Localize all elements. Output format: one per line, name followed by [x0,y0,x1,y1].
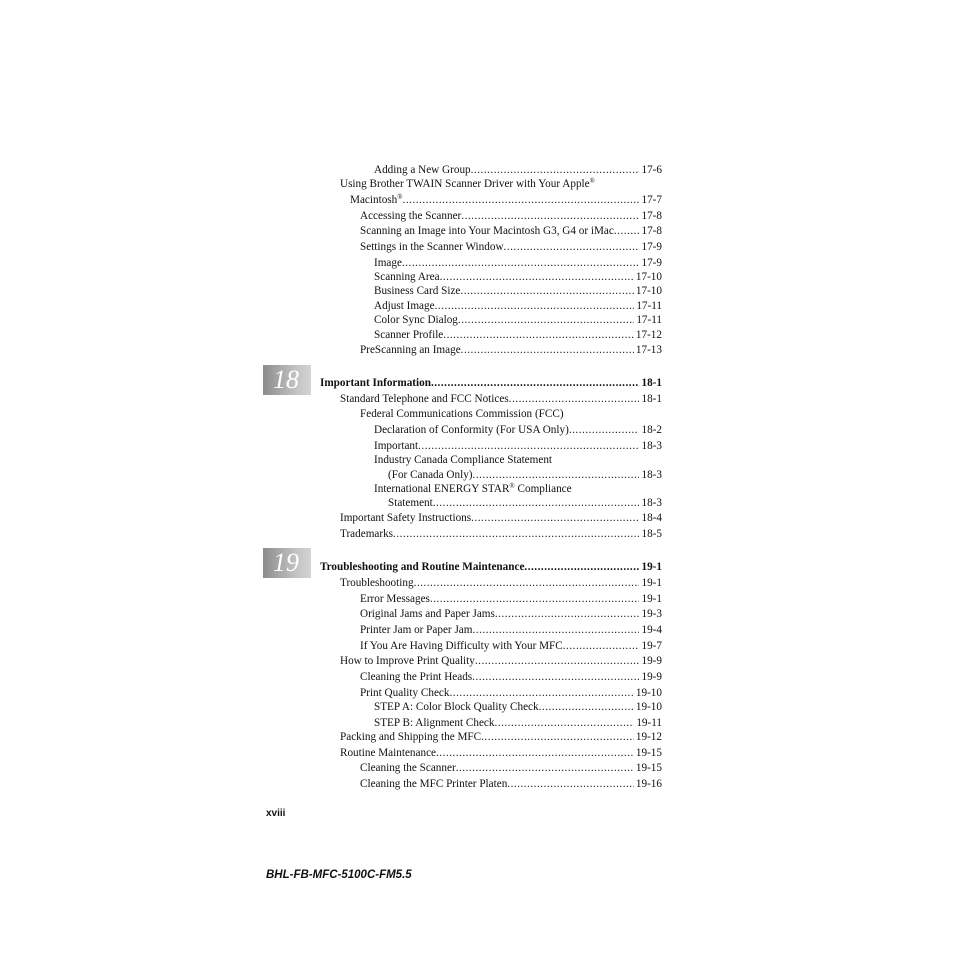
toc-entry-label: Industry Canada Compliance Statement [374,454,553,466]
toc-entry-page: 19-1 [641,577,662,589]
dot-leader [458,313,634,327]
toc-entry [360,407,564,421]
toc-entry [374,163,662,177]
toc-entry-page: 19-11 [636,717,662,729]
dot-leader [436,746,634,760]
registered-mark: ® [397,193,403,201]
dot-leader [507,777,634,791]
toc-entry-label [350,193,403,207]
page-number: xviii [266,808,286,819]
toc-entry-label-continued: Compliance [514,483,572,495]
dot-leader [402,256,640,270]
toc-entry-label: Error Messages [360,593,430,605]
toc-entry-label: STEP B: Alignment Check [374,717,495,729]
dot-leader [471,511,639,525]
toc-entry [374,284,662,298]
toc-entry-page: 17-6 [641,164,662,176]
toc-entry [374,423,662,437]
toc-entry-label: Statement [388,497,433,509]
dot-leader [481,730,634,744]
toc-entry-label: Original Jams and Paper Jams [360,608,495,620]
toc-entry-page: 19-10 [635,701,662,713]
toc-entry [374,482,572,496]
dot-leader [443,328,634,342]
dot-leader [614,224,640,238]
toc-entry [340,746,662,760]
toc-entry-label: Cleaning the Scanner [360,762,456,774]
toc-entry [360,777,662,791]
toc-entry [360,592,662,606]
dot-leader [418,439,639,453]
chapter-heading [320,376,662,390]
toc-entry [388,468,662,482]
toc-entry-label: Routine Maintenance [340,747,436,759]
toc-entry [374,328,662,342]
toc-entry-label: Troubleshooting and Routine Maintenance [320,561,525,573]
toc-entry-page: 19-4 [641,624,662,636]
toc-entry [340,576,662,590]
toc-entry-label: International ENERGY STAR [374,483,510,495]
toc-entry-page: 17-10 [635,285,662,297]
toc-entry-page: 17-9 [641,257,662,269]
dot-leader [472,623,639,637]
toc-entry [360,224,662,238]
toc-entry-label: Print Quality Check [360,687,450,699]
toc-entry-page: 19-9 [641,671,662,683]
dot-leader [569,423,640,437]
toc-entry-label: Scanning an Image into Your Macintosh G3, G4 or iMac [360,225,614,237]
dot-leader [563,639,640,653]
dot-leader [473,468,640,482]
toc-entry-label: Business Card Size [374,285,461,297]
dot-leader [433,496,640,510]
toc-entry-label: If You Are Having Difficulty with Your MFC [360,640,563,652]
toc-entry-label: Adjust Image [374,300,435,312]
toc-entry-page: 19-3 [641,608,662,620]
toc-entry-page: 17-11 [636,314,662,326]
toc-entry [360,686,662,700]
toc-entry-page: 19-15 [635,762,662,774]
dot-leader [431,376,640,390]
toc-entry-label: Trademarks [340,528,394,540]
toc-entry [360,240,662,254]
toc-entry-label: Color Sync Dialog [374,314,458,326]
chapter-heading [320,560,662,574]
toc-entry [360,761,662,775]
toc-entry-page: 18-1 [641,377,662,389]
toc-entry-page: 19-1 [641,593,662,605]
toc-entry-page: 18-2 [641,424,662,436]
toc-entry-label: Adding a New Group [374,164,471,176]
dot-leader [539,700,634,714]
toc-entry-page: 17-11 [636,300,662,312]
toc-entry-page: 17-13 [635,344,662,356]
dot-leader [414,576,640,590]
toc-entry [350,193,662,207]
toc-entry-page: 18-3 [641,497,662,509]
toc-entry-page: 17-8 [641,210,662,222]
toc-entry-page: 18-3 [641,440,662,452]
toc-entry-label: Important Information [320,377,431,389]
toc-entry-page: 17-10 [635,271,662,283]
toc-entry-label: Cleaning the MFC Printer Platen [360,778,508,790]
toc-entry-page: 19-10 [635,687,662,699]
dot-leader [495,607,640,621]
toc-entry [340,730,662,744]
toc-entry [374,439,662,453]
toc-entry-label: Scanning Area [374,271,440,283]
registered-mark: ® [509,482,515,490]
toc-entry [340,177,595,191]
toc-entry-page: 17-12 [635,329,662,341]
toc-entry-page: 19-16 [635,778,662,790]
toc-entry-label: Printer Jam or Paper Jam [360,624,473,636]
document-id: BHL-FB-MFC-5100C-FM5.5 [266,869,412,881]
toc-entry [360,670,662,684]
toc-entry-page: 19-1 [641,561,662,573]
toc-entry-label: Declaration of Conformity (For USA Only) [374,424,569,436]
registered-mark: ® [589,177,595,185]
toc-entry [360,623,662,637]
toc-entry-label: STEP A: Color Block Quality Check [374,701,539,713]
toc-entry-label: Using Brother TWAIN Scanner Driver with Your Apple [340,178,590,190]
toc-entry [360,343,662,357]
dot-leader [435,299,635,313]
toc-entry-page: 19-9 [641,655,662,667]
toc-entry [374,453,552,467]
toc-entry [374,313,662,327]
chapter-tab-18: 18 [263,365,311,395]
toc-entry [360,639,662,653]
toc-entry-label: PreScanning an Image [360,344,461,356]
toc-entry-label: How to Improve Print Quality [340,655,475,667]
dot-leader [494,716,634,730]
toc-entry-label: Packing and Shipping the MFC [340,731,482,743]
dot-leader [524,560,639,574]
dot-leader [450,686,634,700]
dot-leader [504,240,640,254]
toc-entry-page: 18-1 [641,393,662,405]
toc-entry [360,607,662,621]
toc-entry [340,392,662,406]
dot-leader [475,654,640,668]
dot-leader [460,284,634,298]
toc-entry [374,299,662,313]
toc-entry [374,716,662,730]
toc-entry-page: 17-7 [641,194,662,206]
toc-entry-page: 19-12 [635,731,662,743]
toc-entry-label: (For Canada Only) [388,469,473,481]
toc-entry [374,270,662,284]
toc-entry-label: Troubleshooting [340,577,414,589]
dot-leader [403,193,640,207]
toc-entry-label: Important Safety Instructions [340,512,472,524]
toc-entry-page: 18-5 [641,528,662,540]
dot-leader [430,592,640,606]
toc-entry [388,496,662,510]
toc-entry-page: 17-8 [641,225,662,237]
dot-leader [456,761,634,775]
toc-entry-label: Image [374,257,402,269]
toc-entry-label: Important [374,440,419,452]
toc-entry-page: 19-15 [635,747,662,759]
dot-leader [461,343,634,357]
toc-entry [360,209,662,223]
toc-entry-label: Scanner Profile [374,329,444,341]
toc-entry-page: 18-3 [641,469,662,481]
toc-entry-label: Standard Telephone and FCC Notices [340,393,509,405]
toc-entry [340,527,662,541]
toc-entry-label: Federal Communications Commission (FCC) [360,408,564,420]
dot-leader [509,392,640,406]
toc-entry-label: Settings in the Scanner Window [360,241,504,253]
toc-entry-label-text: Macintosh [350,194,398,206]
toc-entry [340,511,662,525]
toc-entry [374,256,662,270]
toc-entry-page: 19-7 [641,640,662,652]
toc-entry-label: Accessing the Scanner [360,210,462,222]
toc-entry [340,654,662,668]
toc-entry-label: Cleaning the Print Heads [360,671,473,683]
toc-entry [374,700,662,714]
dot-leader [461,209,639,223]
dot-leader [472,670,639,684]
chapter-tab-19: 19 [263,548,311,578]
toc-entry-page: 17-9 [641,241,662,253]
dot-leader [440,270,634,284]
dot-leader [393,527,639,541]
toc-entry-page: 18-4 [641,512,662,524]
dot-leader [471,163,640,177]
